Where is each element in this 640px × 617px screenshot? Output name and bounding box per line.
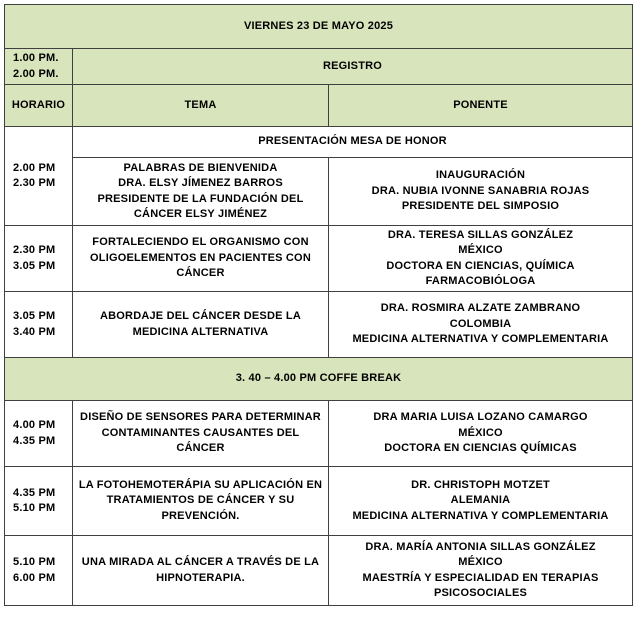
session-row <box>5 401 633 467</box>
session-speaker: INAUGURACIÓN DRA. NUBIA IVONNE SANABRIA ROJAS PRESIDENTE DEL SIMPOSIO <box>329 158 633 226</box>
col-header-topic: TEMA <box>73 85 329 127</box>
session-topic: UNA MIRADA AL CÁNCER A TRAVÉS DE LA HIPNOTERAPIA. <box>73 536 329 606</box>
coffee-break-label: 3. 40 – 4.00 PM COFFE BREAK <box>5 358 633 401</box>
honor-table-title: PRESENTACIÓN MESA DE HONOR <box>73 127 633 158</box>
program-table <box>4 4 633 606</box>
session-topic: ABORDAJE DEL CÁNCER DESDE LA MEDICINA ALTERNATIVA <box>73 292 329 358</box>
session-row <box>5 536 633 606</box>
session-speaker: DRA MARIA LUISA LOZANO CAMARGO MÉXICO DOCTORA EN CIENCIAS QUÍMICAS <box>329 401 633 467</box>
session-row <box>5 467 633 536</box>
session-speaker: DRA. MARÍA ANTONIA SILLAS GONZÁLEZ MÉXICO MAESTRÍA Y ESPECIALIDAD EN TERAPIAS PSICOSOCIALES <box>329 536 633 606</box>
coffee-break-row <box>5 358 633 401</box>
honor-table-row <box>5 127 633 158</box>
registration-label: REGISTRO <box>73 49 633 85</box>
date-title: VIERNES 23 DE MAYO 2025 <box>5 5 633 49</box>
registration-row <box>5 49 633 85</box>
session-time: 4.35 PM 5.10 PM <box>5 467 73 536</box>
session-topic: DISEÑO DE SENSORES PARA DETERMINAR CONTAMINANTES CAUSANTES DEL CÁNCER <box>73 401 329 467</box>
session-topic: FORTALECIENDO EL ORGANISMO CON OLIGOELEMENTOS EN PACIENTES CON CÁNCER <box>73 226 329 292</box>
session-time: 3.05 PM 3.40 PM <box>5 292 73 358</box>
session-speaker: DRA. ROSMIRA ALZATE ZAMBRANO COLOMBIA MEDICINA ALTERNATIVA Y COMPLEMENTARIA <box>329 292 633 358</box>
session-row <box>5 158 633 226</box>
session-time: 2.00 PM 2.30 PM <box>5 127 73 226</box>
session-speaker: DR. CHRISTOPH MOTZET ALEMANIA MEDICINA ALTERNATIVA Y COMPLEMENTARIA <box>329 467 633 536</box>
session-row <box>5 292 633 358</box>
col-header-speaker: PONENTE <box>329 85 633 127</box>
session-time: 2.30 PM 3.05 PM <box>5 226 73 292</box>
session-speaker: DRA. TERESA SILLAS GONZÁLEZ MÉXICO DOCTORA EN CIENCIAS, QUÍMICA FARMACOBIÓLOGA <box>329 226 633 292</box>
registration-time: 1.00 PM. 2.00 PM. <box>5 49 73 85</box>
column-header-row <box>5 85 633 127</box>
session-time: 5.10 PM 6.00 PM <box>5 536 73 606</box>
session-topic: LA FOTOHEMOTERÁPIA SU APLICACIÓN EN TRATAMIENTOS DE CÁNCER Y SU PREVENCIÓN. <box>73 467 329 536</box>
col-header-time: HORARIO <box>5 85 73 127</box>
session-topic: PALABRAS DE BIENVENIDA DRA. ELSY JÍMENEZ BARROS PRESIDENTE DE LA FUNDACIÓN DEL CÁNCER ELSY JIMÉNEZ <box>73 158 329 226</box>
session-row <box>5 226 633 292</box>
session-time: 4.00 PM 4.35 PM <box>5 401 73 467</box>
date-row <box>5 5 633 49</box>
